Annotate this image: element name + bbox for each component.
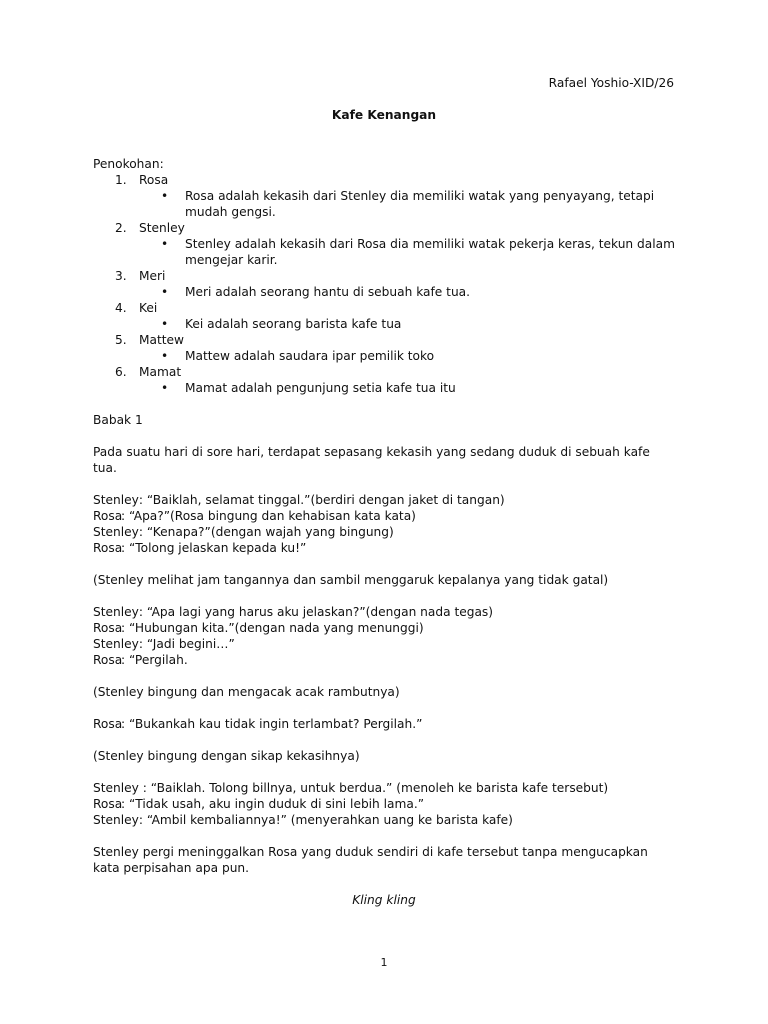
cast-item-number: 4. [115,301,127,315]
cast-item-name: Kei [139,301,158,315]
cast-item-description [93,348,693,364]
dialog-text: “Baiklah. Tolong billnya, untuk berdua.” (menoleh ke barista kafe tersebut) [150,781,609,795]
stage-direction-2: (Stenley bingung dan mengacak acak rambutnya) [93,685,400,699]
dialog-line [93,508,693,524]
stage-direction-3: (Stenley bingung dengan sikap kekasihnya) [93,749,360,763]
cast-item-description [93,284,693,300]
dialog-line [93,780,693,796]
dialog-text: “Apa lagi yang harus aku jelaskan?”(dengan nada tegas) [146,605,494,619]
dialog-speaker: Stenley [93,493,139,507]
bullet-dot-icon: • [161,237,169,251]
dialog-separator: : [138,525,147,539]
dialog-block-2 [93,604,693,668]
cast-item-description-text: Mamat adalah pengunjung setia kafe tua itu [185,381,456,395]
dialog-line [93,716,693,732]
dialog-separator: : [138,781,151,795]
intro-paragraph: Pada suatu hari di sore hari, terdapat sepasang kekasih yang sedang duduk di sebuah kafe tua. [93,445,650,475]
cast-item-description-text: Stenley adalah kekasih dari Rosa dia memiliki watak pekerja keras, tekun dalam mengejar karir. [185,237,675,267]
dialog-line [93,620,693,636]
dialog-separator: : [138,637,147,651]
dialog-speaker: Rosa [93,653,123,667]
cast-item-description-text: Kei adalah seorang barista kafe tua [185,317,402,331]
dialog-line [93,604,693,620]
dialog-line [93,796,693,812]
cast-item-description-text: Meri adalah seorang hantu di sebuah kafe tua. [185,285,471,299]
dialog-separator: : [121,797,129,811]
dialog-text: “Hubungan kita.”(dengan nada yang menunggi) [128,621,424,635]
sound-effect: Kling kling [352,893,416,907]
dialog-speaker: Stenley [93,637,139,651]
dialog-speaker: Stenley [93,525,139,539]
page-number: 1 [380,956,388,969]
cast-item-number: 6. [115,365,127,379]
bullet-dot-icon: • [161,349,169,363]
dialog-line [93,492,693,508]
cast-item-number: 2. [115,221,127,235]
cast-item [93,172,693,188]
cast-item [93,364,693,380]
cast-item-description [93,236,693,268]
dialog-text: “Apa?”(Rosa bingung dan kehabisan kata kata) [128,509,416,523]
cast-item-name: Rosa [139,173,169,187]
cast-list [93,172,693,396]
dialog-line [93,540,693,556]
dialog-separator: : [121,509,129,523]
dialog-separator: : [138,813,147,827]
dialog-text: “Tidak usah, aku ingin duduk di sini lebih lama.” [128,797,425,811]
stage-direction-1: (Stenley melihat jam tangannya dan sambil menggaruk kepalanya yang tidak gatal) [93,573,609,587]
dialog-separator: : [121,541,129,555]
dialog-text: “Jadi begini…” [146,637,235,651]
author-line: Rafael Yoshio-XID/26 [548,76,674,90]
dialog-speaker: Rosa [93,797,123,811]
cast-item-description-text: Rosa adalah kekasih dari Stenley dia memiliki watak yang penyayang, tetapi mudah gengsi. [185,189,655,219]
dialog-separator: : [138,493,147,507]
cast-item-description [93,316,693,332]
dialog-speaker: Rosa [93,541,123,555]
act-heading: Babak 1 [93,413,143,427]
cast-item-name: Mattew [139,333,185,347]
dialog-text: “Pergilah. [128,653,188,667]
cast-item-number: 3. [115,269,127,283]
cast-item [93,268,693,284]
dialog-speaker: Rosa [93,509,123,523]
cast-item-description [93,188,693,220]
cast-item-name: Meri [139,269,166,283]
bullet-dot-icon: • [161,189,169,203]
dialog-separator: : [121,621,129,635]
cast-item-description [93,380,693,396]
dialog-text: “Kenapa?”(dengan wajah yang bingung) [146,525,394,539]
dialog-speaker: Stenley [93,813,139,827]
cast-item-number: 1. [115,173,127,187]
cast-item [93,220,693,236]
dialog-speaker: Rosa [93,717,123,731]
bullet-dot-icon: • [161,381,169,395]
cast-item [93,300,693,316]
dialog-text: “Tolong jelaskan kepada ku!” [128,541,307,555]
bullet-dot-icon: • [161,317,169,331]
cast-item-number: 5. [115,333,127,347]
dialog-text: “Ambil kembaliannya!” (menyerahkan uang ke barista kafe) [146,813,513,827]
dialog-speaker: Stenley [93,781,139,795]
cast-item [93,332,693,348]
dialog-text: “Bukankah kau tidak ingin terlambat? Pergilah.” [128,717,423,731]
cast-item-name: Stenley [139,221,185,235]
dialog-line [93,652,693,668]
dialog-block-1 [93,492,693,556]
dialog-separator: : [138,605,147,619]
dialog-block-3 [93,716,693,732]
outro-paragraph: Stenley pergi meninggalkan Rosa yang duduk sendiri di kafe tersebut tanpa mengucapkan kata perpisahan apa pun. [93,845,648,875]
cast-item-name: Mamat [139,365,182,379]
dialog-line [93,636,693,652]
dialog-line [93,524,693,540]
bullet-dot-icon: • [161,285,169,299]
document-body [93,156,693,908]
dialog-speaker: Rosa [93,621,123,635]
dialog-speaker: Stenley [93,605,139,619]
page-title: Kafe Kenangan [331,108,437,122]
cast-item-description-text: Mattew adalah saudara ipar pemilik toko [185,349,435,363]
cast-heading: Penokohan: [93,157,164,171]
dialog-block-4 [93,780,693,828]
dialog-line [93,812,693,828]
dialog-separator: : [121,653,129,667]
dialog-text: “Baiklah, selamat tinggal.”(berdiri dengan jaket di tangan) [146,493,505,507]
dialog-separator: : [121,717,129,731]
